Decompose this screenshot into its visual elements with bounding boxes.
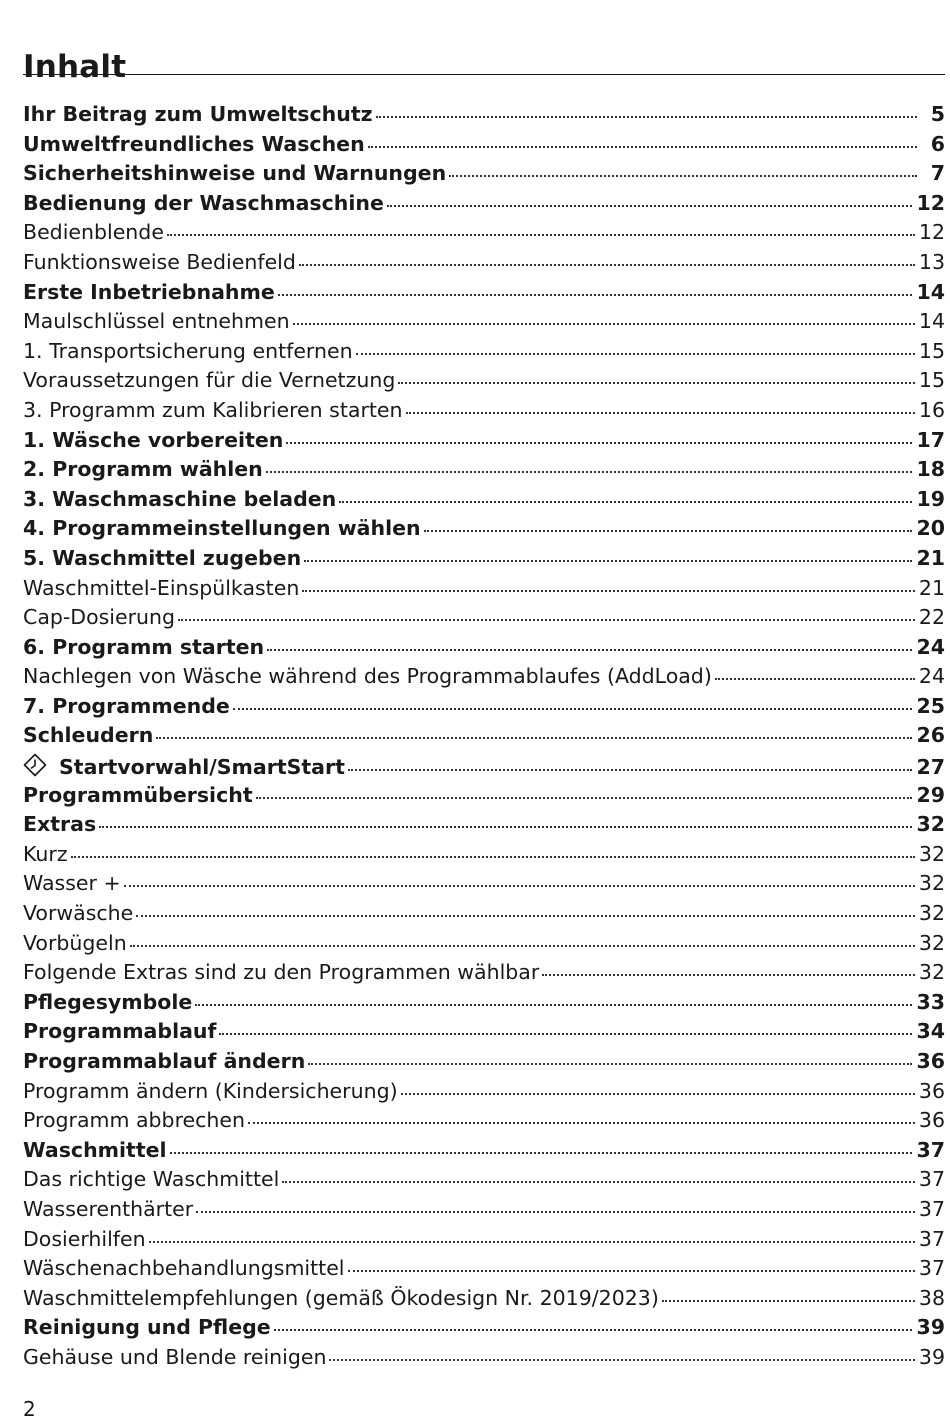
- dot-leader: [156, 737, 912, 739]
- toc-entry-label: Programmübersicht: [23, 782, 253, 807]
- dot-leader: [299, 264, 915, 266]
- toc-entry-label: Voraussetzungen für die Vernetzung: [23, 368, 396, 393]
- toc-entry-label: Das richtige Waschmittel: [23, 1167, 280, 1192]
- page-number: 2: [23, 1397, 36, 1421]
- toc-entry-title: [23, 102, 373, 126]
- toc-entry-title: [23, 161, 446, 185]
- toc-entry[interactable]: [23, 161, 945, 191]
- toc-entry-label: Programmablauf ändern: [23, 1049, 306, 1073]
- dot-leader: [356, 353, 915, 355]
- toc-entry-title: [23, 309, 290, 333]
- toc-entry-label: Waschmittel-Einspülkasten: [23, 575, 300, 600]
- toc-entry-label: Ihr Beitrag zum Umweltschutz: [23, 102, 373, 126]
- toc-entry-title: [23, 960, 539, 984]
- toc-entry[interactable]: [23, 220, 945, 250]
- toc-entry-label: Funktionsweise Bedienfeld: [23, 249, 296, 274]
- dot-leader: [99, 826, 912, 828]
- dot-leader: [282, 1181, 915, 1183]
- dot-leader: [274, 1329, 913, 1331]
- toc-entry[interactable]: [23, 428, 945, 458]
- dot-leader: [368, 146, 917, 148]
- toc-entry-page: 39: [918, 1344, 945, 1369]
- dot-leader: [219, 1033, 912, 1035]
- toc-entry-label: Umweltfreundliches Waschen: [23, 131, 365, 156]
- toc-entry-title: [23, 694, 230, 718]
- dot-leader: [71, 856, 915, 858]
- dot-leader: [715, 678, 915, 680]
- toc-entry-title: [23, 1286, 659, 1310]
- toc-entry-label: Extras: [23, 812, 97, 837]
- dot-leader: [542, 974, 915, 976]
- toc-entry-label: 5. Waschmittel zugeben: [23, 545, 302, 570]
- toc-entry-page: 26: [916, 723, 945, 748]
- toc-entry[interactable]: [23, 1079, 945, 1109]
- toc-entry-title: [23, 664, 712, 688]
- toc-entry-page: 39: [916, 1315, 945, 1340]
- toc-entry-label: Cap-Dosierung: [23, 605, 176, 630]
- toc-entry-title: [23, 191, 384, 215]
- toc-entry[interactable]: [23, 842, 945, 872]
- toc-entry-label: Vorwäsche: [23, 901, 134, 926]
- toc-entry-title: [23, 1079, 398, 1103]
- dot-leader: [401, 1093, 915, 1095]
- clock-diamond-icon: [23, 753, 47, 777]
- toc-entry-page: 13: [918, 249, 945, 274]
- dot-leader: [662, 1300, 915, 1302]
- toc-entry-title: [23, 871, 121, 895]
- toc-entry[interactable]: [23, 132, 945, 162]
- page-title: Inhalt: [23, 48, 127, 85]
- toc-entry[interactable]: [23, 398, 945, 428]
- toc-entry[interactable]: [23, 309, 945, 339]
- toc-entry[interactable]: [23, 191, 945, 221]
- toc-entry[interactable]: [23, 576, 945, 606]
- toc-entry-page: 5: [930, 102, 945, 126]
- toc-entry[interactable]: [23, 723, 945, 753]
- toc-entry-title: [23, 546, 301, 570]
- toc-entry-label: Startvorwahl/SmartStart: [59, 755, 345, 780]
- toc-entry-page: 17: [916, 427, 945, 452]
- toc-entry[interactable]: [23, 457, 945, 487]
- dot-leader: [196, 1211, 915, 1213]
- toc-entry[interactable]: [23, 487, 945, 517]
- dot-leader: [149, 1241, 915, 1243]
- toc-entry[interactable]: [23, 783, 945, 813]
- dot-leader: [449, 175, 917, 177]
- toc-entry[interactable]: [23, 931, 945, 961]
- toc-entry-title: [23, 1019, 216, 1043]
- toc-entry[interactable]: [23, 1286, 945, 1316]
- dot-leader: [256, 797, 913, 799]
- toc-entry-page: 14: [916, 279, 945, 304]
- toc-entry[interactable]: [23, 1049, 945, 1079]
- dot-leader: [248, 1122, 915, 1124]
- toc-entry-title: [23, 635, 264, 659]
- toc-entry-page: 27: [916, 755, 945, 780]
- toc-entry-title: [23, 1227, 146, 1251]
- toc-entry-title: [23, 1167, 279, 1191]
- toc-entry-title: [23, 576, 299, 600]
- toc-entry-label: 2. Programm wählen: [23, 457, 263, 482]
- toc-entry-page: 32: [916, 812, 945, 837]
- toc-entry-label: Sicherheitshinweise und Warnungen: [23, 161, 447, 186]
- dot-leader: [348, 769, 913, 771]
- toc-entry[interactable]: [23, 664, 945, 694]
- toc-entry-page: 33: [916, 989, 945, 1014]
- dot-leader: [302, 590, 915, 592]
- toc-entry-title: [23, 339, 353, 363]
- dot-leader: [278, 294, 913, 296]
- toc-entry[interactable]: [23, 1256, 945, 1286]
- toc-entry-label: 1. Wäsche vorbereiten: [23, 427, 284, 452]
- toc-entry-page: 20: [916, 516, 945, 541]
- toc-entry-title: [23, 516, 421, 540]
- toc-entry-label: Wasserenthärter: [23, 1196, 194, 1221]
- toc-entry-page: 24: [918, 664, 945, 689]
- toc-entry-label: Dosierhilfen: [23, 1226, 146, 1251]
- dot-leader: [136, 915, 915, 917]
- table-of-contents: [23, 102, 945, 1375]
- toc-entry-page: 37: [918, 1226, 945, 1251]
- toc-entry-title: [23, 1345, 326, 1369]
- toc-entry-title: [23, 250, 296, 274]
- toc-entry-title: [23, 428, 283, 452]
- toc-entry[interactable]: [23, 753, 945, 783]
- toc-entry-page: 32: [918, 841, 945, 866]
- toc-entry[interactable]: [23, 871, 945, 901]
- toc-entry-title: [23, 398, 403, 422]
- toc-entry-page: 22: [918, 605, 945, 630]
- toc-entry-label: Vorbügeln: [23, 930, 127, 955]
- toc-entry-page: 15: [918, 338, 945, 363]
- toc-entry-title: [23, 280, 275, 304]
- toc-entry-page: 32: [918, 901, 945, 926]
- toc-entry-title: [23, 901, 133, 925]
- toc-entry-label: Pflegesymbole: [23, 989, 193, 1014]
- dot-leader: [329, 1359, 914, 1361]
- toc-entry-title: [23, 990, 192, 1014]
- toc-entry-title: [23, 783, 253, 807]
- dot-leader: [376, 116, 917, 118]
- toc-entry-label: Reinigung und Pflege: [23, 1315, 271, 1340]
- toc-entry-page: 32: [918, 930, 945, 955]
- toc-entry-page: 37: [918, 1196, 945, 1221]
- toc-entry[interactable]: [23, 546, 945, 576]
- toc-entry-label: Waschmittel: [23, 1137, 167, 1162]
- toc-entry[interactable]: [23, 1138, 945, 1168]
- dot-leader: [167, 234, 915, 236]
- toc-entry-page: 38: [918, 1285, 945, 1310]
- toc-entry-label: Maulschlüssel entnehmen: [23, 309, 290, 334]
- dot-leader: [304, 560, 912, 562]
- dot-leader: [348, 1270, 915, 1272]
- toc-entry[interactable]: [23, 990, 945, 1020]
- toc-entry-page: 21: [916, 545, 945, 570]
- dot-leader: [398, 382, 915, 384]
- toc-entry-page: 37: [918, 1256, 945, 1281]
- toc-entry-page: 37: [916, 1137, 945, 1162]
- toc-entry[interactable]: [23, 1227, 945, 1257]
- toc-entry-title: [23, 1256, 345, 1280]
- toc-entry-page: 6: [930, 131, 945, 156]
- toc-entry[interactable]: [23, 1167, 945, 1197]
- toc-entry-label: Kurz: [23, 841, 68, 866]
- toc-entry-page: 19: [916, 486, 945, 511]
- heading-divider: [23, 74, 945, 75]
- toc-entry-page: 32: [918, 871, 945, 896]
- toc-entry-title: [23, 842, 68, 866]
- toc-entry-label: Wasser +: [23, 871, 121, 896]
- toc-entry[interactable]: [23, 694, 945, 724]
- toc-entry-title: [23, 1197, 193, 1221]
- toc-entry-label: Gehäuse und Blende reinigen: [23, 1344, 327, 1369]
- toc-entry[interactable]: [23, 960, 945, 990]
- toc-entry-page: 16: [918, 397, 945, 422]
- toc-entry-page: 37: [918, 1167, 945, 1192]
- toc-entry-title: [23, 1049, 305, 1073]
- toc-entry-page: 34: [916, 1019, 945, 1044]
- toc-entry-label: Bedienung der Waschmaschine: [23, 190, 384, 215]
- toc-entry-page: 25: [916, 693, 945, 718]
- dot-leader: [424, 530, 913, 532]
- toc-entry[interactable]: [23, 1019, 945, 1049]
- toc-entry-label: Folgende Extras sind zu den Programmen wählbar: [23, 960, 540, 985]
- toc-entry[interactable]: [23, 605, 945, 635]
- toc-entry-page: 14: [918, 309, 945, 334]
- toc-entry-title: [23, 457, 263, 481]
- toc-entry[interactable]: [23, 280, 945, 310]
- toc-entry-label: Waschmittelempfehlungen (gemäß Ökodesign Nr. 2019/2023): [23, 1285, 659, 1310]
- toc-entry-label: Erste Inbetriebnahme: [23, 279, 275, 304]
- toc-entry[interactable]: [23, 812, 945, 842]
- toc-entry-title: [23, 605, 175, 629]
- toc-entry-page: 12: [916, 190, 945, 215]
- toc-entry-label: Bedienblende: [23, 220, 164, 245]
- toc-entry-label: Programm abbrechen: [23, 1108, 246, 1133]
- toc-entry[interactable]: [23, 1345, 945, 1375]
- toc-entry[interactable]: [23, 516, 945, 546]
- dot-leader: [130, 945, 915, 947]
- toc-entry[interactable]: [23, 339, 945, 369]
- toc-entry-page: 36: [916, 1049, 945, 1073]
- toc-entry-label: 1. Transportsicherung entfernen: [23, 338, 353, 363]
- toc-entry-title: [23, 1138, 167, 1162]
- dot-leader: [286, 442, 912, 444]
- toc-entry-page: 36: [918, 1078, 945, 1103]
- toc-entry-page: 18: [916, 457, 945, 482]
- dot-leader: [195, 1004, 912, 1006]
- dot-leader: [339, 501, 912, 503]
- toc-entry-title: [23, 723, 153, 747]
- toc-entry-label: Programmablauf: [23, 1019, 217, 1044]
- toc-entry-page: 12: [918, 220, 945, 245]
- dot-leader: [387, 205, 913, 207]
- toc-entry-page: 7: [930, 161, 945, 186]
- dot-leader: [308, 1063, 912, 1065]
- toc-entry-label: Nachlegen von Wäsche während des Programmablaufes (AddLoad): [23, 664, 712, 689]
- toc-entry-label: Programm ändern (Kindersicherung): [23, 1078, 398, 1103]
- toc-entry-page: 32: [918, 960, 945, 985]
- toc-entry-title: [23, 487, 336, 511]
- toc-entry-label: 4. Programmeinstellungen wählen: [23, 516, 421, 541]
- toc-entry[interactable]: [23, 635, 945, 665]
- dot-leader: [406, 412, 915, 414]
- toc-entry-title: [23, 931, 127, 955]
- toc-entry[interactable]: [23, 368, 945, 398]
- toc-entry-label: Wäschenachbehandlungsmittel: [23, 1256, 345, 1281]
- toc-entry-title: [23, 368, 395, 392]
- toc-entry-title: [23, 753, 345, 779]
- toc-entry-page: 36: [918, 1108, 945, 1133]
- toc-entry-title: [23, 1315, 271, 1339]
- toc-entry[interactable]: [23, 250, 945, 280]
- toc-entry[interactable]: [23, 1108, 945, 1138]
- toc-entry[interactable]: [23, 1315, 945, 1345]
- toc-entry-title: [23, 1108, 245, 1132]
- toc-entry-page: 15: [918, 368, 945, 393]
- toc-entry-label: 7. Programmende: [23, 693, 230, 718]
- dot-leader: [233, 708, 913, 710]
- dot-leader: [293, 323, 915, 325]
- toc-entry-title: [23, 812, 96, 836]
- toc-entry-label: 6. Programm starten: [23, 634, 265, 659]
- toc-entry[interactable]: [23, 901, 945, 931]
- toc-entry[interactable]: [23, 102, 945, 132]
- dot-leader: [178, 619, 915, 621]
- toc-entry-page: 24: [916, 634, 945, 659]
- toc-entry-title: [23, 132, 365, 156]
- toc-entry-page: 21: [918, 575, 945, 600]
- toc-entry-title: [23, 220, 164, 244]
- toc-entry-label: 3. Waschmaschine beladen: [23, 486, 337, 511]
- dot-leader: [170, 1152, 913, 1154]
- toc-entry-label: 3. Programm zum Kalibrieren starten: [23, 397, 403, 422]
- toc-entry[interactable]: [23, 1197, 945, 1227]
- toc-entry-page: 29: [916, 782, 945, 807]
- dot-leader: [267, 649, 912, 651]
- dot-leader: [266, 471, 913, 473]
- dot-leader: [124, 885, 915, 887]
- toc-entry-label: Schleudern: [23, 723, 154, 748]
